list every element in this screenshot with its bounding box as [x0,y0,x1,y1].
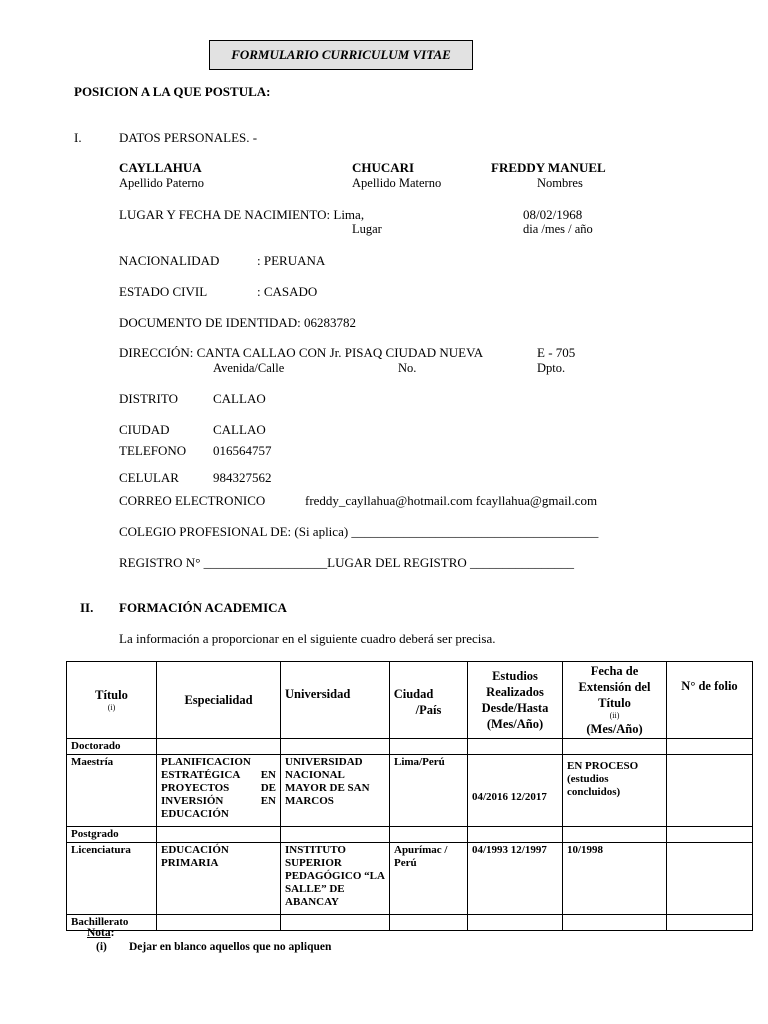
nota-label: Nota: [87,927,115,939]
distrito-label: DISTRITO [119,391,178,406]
nombres-label: Nombres [537,176,583,190]
celular-label: CELULAR [119,470,179,485]
header-fecha-text: Fecha de Extensión del Título [578,664,651,710]
birth-label: LUGAR Y FECHA DE NACIMIENTO: Lima, [119,207,365,222]
header-especialidad [157,662,281,739]
header-fecha-note: (ii) [609,711,620,720]
header-fecha-mes: (Mes/Año) [586,722,643,736]
section1-title: DATOS PERSONALES. - [119,130,258,145]
cell-ciudad: Lima/Perú [390,755,468,827]
header-titulo [67,662,157,739]
estado-civil-value: : CASADO [257,284,318,299]
cell-folio [667,915,753,931]
registro: REGISTRO N° ___________________LUGAR DEL REGISTRO ________________ [119,555,575,570]
cell-especialidad [157,827,281,843]
cell-fecha: 10/1998 [563,843,667,915]
direccion-no-label: No. [398,361,417,375]
cell-universidad [281,915,390,931]
cell-especialidad: EDUCACIÓN PRIMARIA [157,843,281,915]
cell-especialidad: PLANIFICACION ESTRATÉGICA EN PROYECTOS DE INVERSIÓN EN EDUCACIÓN [157,755,281,827]
table-header-row [67,662,753,739]
nacionalidad-label: NACIONALIDAD [119,253,220,268]
celular-value: 984327562 [213,470,272,485]
cell-estudios [468,915,563,931]
cell-universidad [281,827,390,843]
birth-date: 08/02/1968 [523,207,583,222]
cell-estudios: 04/1993 12/1997 [468,843,563,915]
telefono-value: 016564757 [213,443,272,458]
header-titulo-text: Título [95,688,128,702]
cell-ciudad [390,915,468,931]
table-row [67,739,753,755]
apellido-materno-value: CHUCARI [352,160,415,175]
nota-label-text: Nota [87,927,111,939]
header-pais-text: /País [415,703,442,717]
ciudad-value: CALLAO [213,422,266,437]
birth-date-label: dia /mes / año [523,222,593,236]
ciudad-label: CIUDAD [119,422,170,437]
formacion-table [66,661,753,931]
nota-item-text: Dejar en blanco aquellos que no apliquen [129,941,332,953]
section1-number: I. [74,130,82,145]
documento-identidad: DOCUMENTO DE IDENTIDAD: 06283782 [119,315,356,330]
table-row [67,915,753,931]
cell-titulo: Bachillerato [67,915,157,931]
cell-estudios [468,827,563,843]
header-ciudad-text: Ciudad [393,687,434,701]
header-fecha [563,662,667,739]
form-title: FORMULARIO CURRICULUM VITAE [209,40,473,70]
nombres-value: FREDDY MANUEL [491,160,606,175]
cell-titulo: Maestría [67,755,157,827]
cell-fecha [563,915,667,931]
direccion-dpto-label: Dpto. [537,361,566,375]
cell-ciudad [390,827,468,843]
nota-item-number: (i) [96,941,107,953]
header-estudios [468,662,563,739]
cell-folio [667,755,753,827]
section2-number: II. [80,600,94,615]
birth-place-label: Lugar [352,222,382,236]
correo-label: CORREO ELECTRONICO [119,493,266,508]
cell-folio [667,843,753,915]
apellido-paterno-value: CAYLLAHUA [119,160,202,175]
cell-ciudad: Apurímac / Perú [390,843,468,915]
nacionalidad-value: : PERUANA [257,253,326,268]
cell-titulo: Doctorado [67,739,157,755]
direccion-text: DIRECCIÓN: CANTA CALLAO CON Jr. PISAQ CIUDAD NUEVA [119,345,484,360]
cell-universidad: INSTITUTO SUPERIOR PEDAGÓGICO “LA SALLE” DE ABANCAY [281,843,390,915]
apellido-paterno-label: Apellido Paterno [119,176,205,190]
cell-ciudad [390,739,468,755]
section2-intro: La información a proporcionar en el siguiente cuadro deberá ser precisa. [119,631,496,646]
table-row [67,755,753,827]
cell-fecha [563,827,667,843]
header-titulo-note: (i) [107,703,116,712]
cell-fecha [563,739,667,755]
direccion-dpto: E - 705 [537,345,576,360]
table-row [67,843,753,915]
cell-universidad [281,739,390,755]
estado-civil-label: ESTADO CIVIL [119,284,208,299]
header-ciudad [390,662,468,739]
cell-universidad: UNIVERSIDAD NACIONAL MAYOR DE SAN MARCOS [281,755,390,827]
colegio-profesional: COLEGIO PROFESIONAL DE: (Si aplica) ______________________________________ [119,524,599,539]
correo-value: freddy_cayllahua@hotmail.com fcayllahua@gmail.com [305,493,598,508]
apellido-materno-label: Apellido Materno [352,176,442,190]
cell-titulo: Postgrado [67,827,157,843]
header-folio [667,662,753,739]
cell-folio [667,739,753,755]
direccion-calle-label: Avenida/Calle [213,361,285,375]
cell-estudios [468,739,563,755]
distrito-value: CALLAO [213,391,266,406]
cell-fecha: EN PROCESO (estudios concluidos) [563,755,667,827]
header-universidad-text: Universidad [285,687,351,701]
telefono-label: TELEFONO [119,443,187,458]
cell-folio [667,827,753,843]
cell-especialidad [157,915,281,931]
header-estudios-text: Estudios Realizados Desde/Hasta (Mes/Año) [481,669,549,731]
header-folio-text: N° de folio [681,679,738,693]
header-especialidad-text: Especialidad [184,693,253,707]
cell-estudios: 04/2016 12/2017 [468,755,563,827]
cell-titulo: Licenciatura [67,843,157,915]
section2-title: FORMACIÓN ACADEMICA [119,600,287,615]
table-row [67,827,753,843]
position-label: POSICION A LA QUE POSTULA: [74,84,271,99]
cell-especialidad [157,739,281,755]
